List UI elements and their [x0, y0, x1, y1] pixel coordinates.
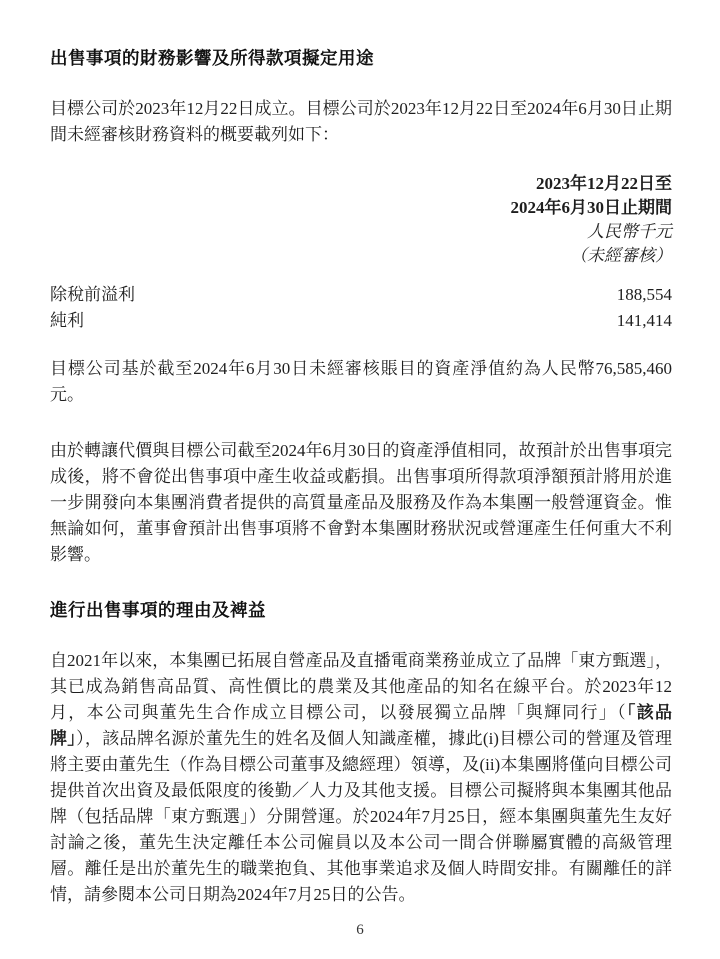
- currency-note: 人民幣千元: [587, 222, 672, 241]
- reasons-paragraph: [50, 648, 672, 908]
- nav-paragraph: 目標公司基於截至2024年6月30日未經審核賬目的資產淨值約為人民幣76,585,460元。: [50, 359, 672, 404]
- defined-term-brand: 「該品牌」: [50, 703, 673, 748]
- audit-note: （未經審核）: [570, 246, 672, 265]
- reasons-text-part1: 自2021年以來，本集團已拓展自營產品及直播電商業務並成立了品牌「東方甄選」，其已成為銷售高品質、高性價比的農業及其他產品的知名在線平台。於2023年12月，本公司與董先生合作成立目標公司，以發展獨立品牌「與輝同行」（: [50, 651, 672, 722]
- impact-paragraph: 由於轉讓代價與目標公司截至2024年6月30日的資產淨值相同，故預計於出售事項完成後，將不會從出售事項中產生收益或虧損。出售事項所得款項淨額預計將用於進一步開發向本集團消費者提供的高質量產品及服務及作為本集團一般營運資金。惟無論如何，董事會預計出售事項將不會對本集團財務狀況或營運產生任何重大不利影響。: [50, 441, 672, 564]
- section-heading-reasons: 進行出售事項的理由及裨益: [50, 600, 266, 620]
- page-number: 6: [356, 922, 364, 938]
- section-heading-financial-effect: 出售事項的財務影響及所得款項擬定用途: [50, 48, 374, 68]
- table-row-net-profit: [50, 308, 672, 334]
- period-line-1: 2023年12月22日至: [536, 174, 672, 193]
- financial-table: [50, 282, 672, 334]
- row-label: 純利: [50, 311, 84, 330]
- reasons-text-part2: ），該品牌名源於董先生的姓名及個人知識產權，據此(i)目標公司的營運及管理將主要由董先生（作為目標公司董事及總經理）領導，及(ii)本集團將僅向目標公司提供首次出資及最低限度的後勤／人力及其他支援。目標公司擬將與本集團其他品牌（包括品牌「東方甄選」）分開營運。於2024年7月25日，經本集團與董先生友好討論之後，董先生決定離任本公司僱員以及本公司一間合併聯屬實體的高級管理層。離任是出於董先生的職業抱負、其他事業追求及個人時間安排。有關離任的詳情，請參閱本公司日期為2024年7月25日的公告。: [50, 729, 672, 904]
- table-row-profit-before-tax: [50, 282, 672, 308]
- row-value: 141,414: [616, 311, 672, 330]
- row-value: 188,554: [616, 285, 672, 304]
- period-line-2: 2024年6月30日止期間: [510, 198, 672, 217]
- table-period-header: [50, 172, 672, 268]
- intro-paragraph: 目標公司於2023年12月22日成立。目標公司於2023年12月22日至2024年6月30日止期間未經審核財務資料的概要載列如下：: [50, 99, 672, 144]
- row-label: 除稅前溢利: [50, 285, 135, 304]
